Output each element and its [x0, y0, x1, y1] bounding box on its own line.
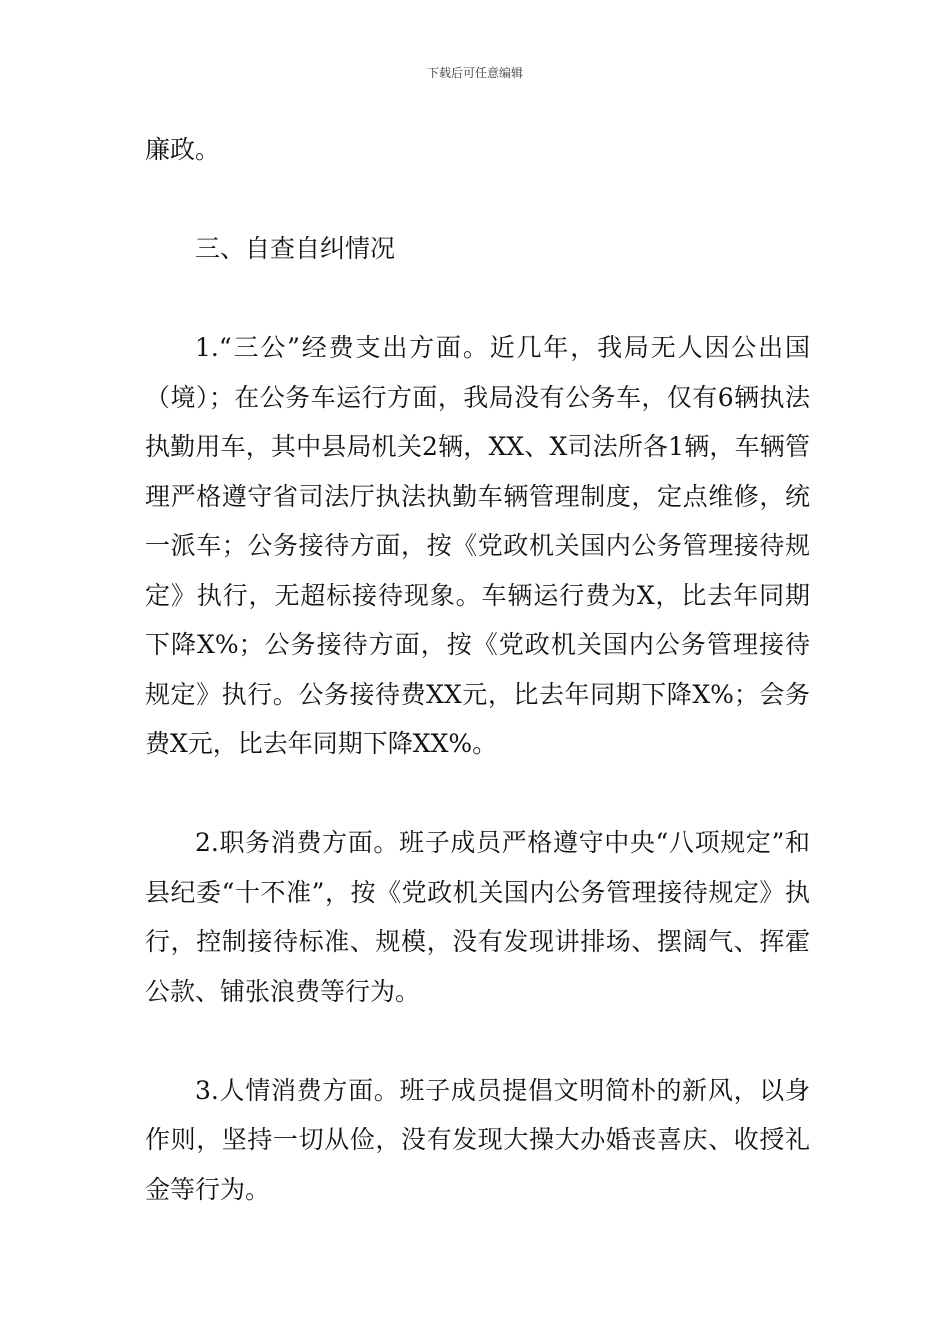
paragraph-2: 2.职务消费方面。班子成员严格遵守中央“八项规定”和县纪委“十不准”，按《党政机关国内公务管理接待规定》执行，控制接待标准、规模，没有发现讲排场、摆阔气、挥霍公款、铺张浪费等行为。: [145, 828, 810, 1006]
document-body: [145, 125, 810, 1214]
paragraph-3: 3.人情消费方面。班子成员提倡文明简朴的新风，以身作则，坚持一切从俭，没有发现大操大办婚丧喜庆、收授礼金等行为。: [145, 1075, 810, 1204]
continuation-text: 廉政。: [145, 135, 221, 164]
page-header-note: 下载后可任意编辑: [426, 66, 523, 80]
paragraph-1: 1.“三公”经费支出方面。近几年，我局无人因公出国（境）；在公务车运行方面，我局没有公务车，仅有6辆执法执勤用车，其中县局机关2辆，XX、X司法所各1辆，车辆管理严格遵守省司法厅执法执勤车辆管理制度，定点维修，统一派车；公务接待方面，按《党政机关国内公务管理接待规定》执行，无超标接待现象。车辆运行费为X，比去年同期下降X%；公务接待方面，按《党政机关国内公务管理接待规定》执行。公务接待费XX元，比去年同期下降X%；会务费X元，比去年同期下降XX%。: [145, 333, 810, 758]
section-heading: 三、自查自纠情况: [195, 234, 396, 263]
